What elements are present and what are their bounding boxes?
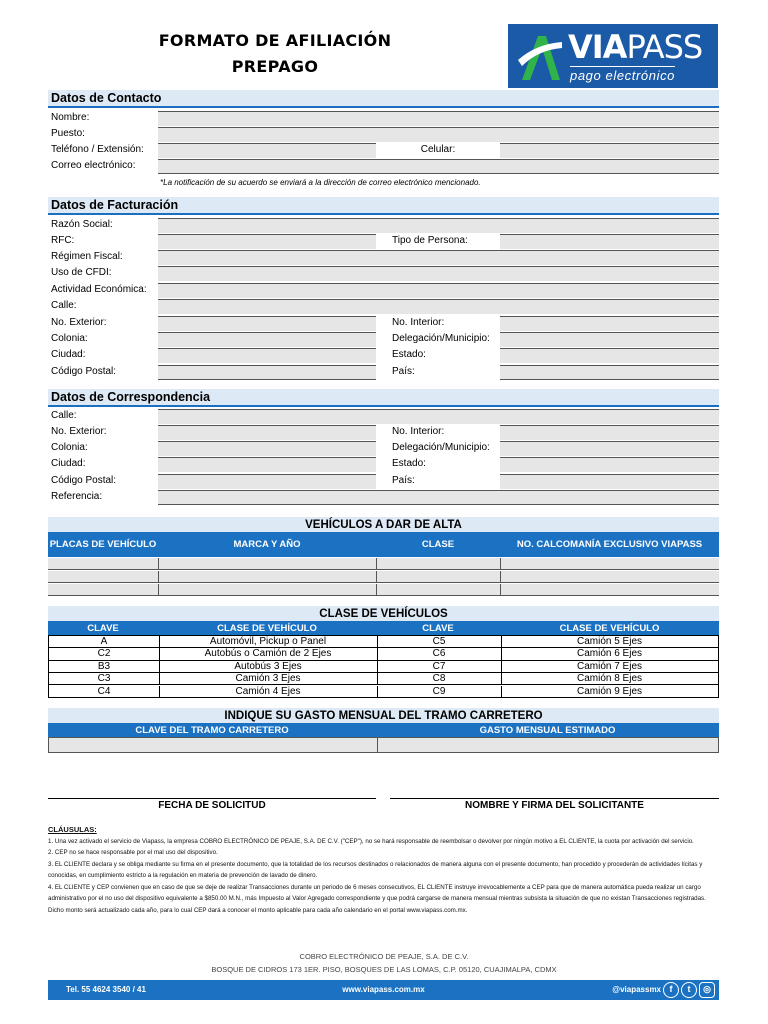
table-row <box>49 648 718 660</box>
clave-cell: C6 <box>432 648 446 660</box>
clase-cell: Autobús o Camión de 2 Ejes <box>204 648 332 660</box>
table-row <box>49 673 718 685</box>
clase-cell: Camión 9 Ejes <box>576 685 643 697</box>
clause-4: 4. EL CLIENTE y CEP convienen que en caso de que se deje de realizar Transacciones durante un periodo de 6 meses consecutivos, EL CLIENTE instruye irrevocablemente a CEP para que de manera automática pueda realizar un cargo administrativo por el no uso del dispositivo equivalente a $850.00 M.N., más Impuesto al Valor Agregado correspondiente y que podrá cargarse de manera mensual mientras subsista la situación de que no existan Transacciones registradas. Dicho monto será actualizado cada año, para lo cual CEP dará a conocer el monto aplicable para cada año calendario en el portal www.viapass.com.mx. <box>48 883 706 914</box>
field-cfdi[interactable] <box>158 266 719 281</box>
clause-2: 2. CEP no se hace responsable por el mal uso del dispositivo. <box>48 849 218 856</box>
social-icons <box>663 982 715 998</box>
row-exterior-fact <box>48 315 719 331</box>
clave-cell: B3 <box>97 660 111 672</box>
label-tipo-persona: Tipo de Persona: <box>392 235 468 246</box>
field-rfc[interactable] <box>158 234 376 249</box>
label-correo: Correo electrónico: <box>51 160 136 171</box>
section-correspondencia-heading: Datos de Correspondencia <box>48 389 719 407</box>
gasto-input-row[interactable] <box>48 737 719 753</box>
label-delegacion: Delegación/Municipio: <box>392 442 490 453</box>
clave-cell: C7 <box>432 660 446 672</box>
gasto-header <box>48 724 719 737</box>
field-actividad[interactable] <box>158 283 719 298</box>
label-celular: Celular: <box>420 144 456 155</box>
form-title <box>120 28 430 80</box>
field-ciudad-corr[interactable] <box>158 457 376 472</box>
company-name: COBRO ELECTRÓNICO DE PEAJE, S.A. DE C.V. <box>299 952 469 961</box>
label-ciudad: Ciudad: <box>51 458 86 469</box>
label-no-interior: No. Interior: <box>392 317 445 328</box>
clave-cell: C5 <box>432 636 446 647</box>
field-puesto[interactable] <box>158 127 719 142</box>
field-nombre[interactable] <box>158 111 719 126</box>
field-delegacion-fact[interactable] <box>500 332 719 347</box>
field-cp-corr[interactable] <box>158 474 376 489</box>
field-calle-corr[interactable] <box>158 409 719 424</box>
clase-cell: Camión 8 Ejes <box>576 673 643 685</box>
signature-line-fecha <box>48 798 376 799</box>
label-no-exterior: No. Exterior: <box>51 317 107 328</box>
row-cfdi <box>48 265 719 281</box>
fecha-solicitud-label: FECHA DE SOLICITUD <box>158 800 266 811</box>
title-line-1: FORMATO DE AFILIACIÓN <box>158 31 392 50</box>
row-actividad <box>48 282 719 298</box>
col-calcomania: NO. CALCOMANÍA EXCLUSIVO VIAPASS <box>516 539 703 550</box>
row-calle-corr <box>48 408 719 424</box>
signature-line-nombre <box>390 798 719 799</box>
company-address: BOSQUE DE CIDROS 173 1ER. PISO, BOSQUES DE LAS LOMAS, C.P. 05120, CUAJIMALPA, CDMX <box>211 965 557 974</box>
field-calle-fact[interactable] <box>158 299 719 314</box>
viapass-logo <box>508 24 718 88</box>
table-row <box>49 686 718 698</box>
field-correo[interactable] <box>158 159 719 174</box>
label-estado: Estado: <box>392 458 426 469</box>
label-calle: Calle: <box>51 410 77 421</box>
field-regimen[interactable] <box>158 250 719 265</box>
field-colonia-corr[interactable] <box>158 441 376 456</box>
label-ciudad: Ciudad: <box>51 349 86 360</box>
table-row <box>49 636 718 648</box>
label-pais: País: <box>392 366 415 377</box>
label-telefono: Teléfono / Extensión: <box>51 144 144 155</box>
clases-title: CLASE DE VEHÍCULOS <box>48 606 719 622</box>
footer-social-handle: @viapassmx <box>612 985 661 994</box>
field-tipo-persona[interactable] <box>500 234 719 249</box>
label-cfdi: Uso de CFDI: <box>51 267 112 278</box>
row-cp-corr <box>48 473 719 489</box>
row-referencia <box>48 489 719 505</box>
clause-3: 3. EL CLIENTE declara y se obliga mediante su firma en el presente documento, que la totalidad de los recursos destinados o relacionados de manera alguna con el presente documento, han procedido y procederán de actividades lícitas y conocidas, en cumplimiento estricto a la regulación en materia de prevención de lavado de dinero. <box>48 860 703 879</box>
label-codigo-postal: Código Postal: <box>51 366 117 377</box>
title-line-2: PREPAGO <box>231 57 319 76</box>
field-celular[interactable] <box>500 143 719 158</box>
field-cp-fact[interactable] <box>158 365 376 380</box>
clase-cell: Camión 5 Ejes <box>576 636 643 647</box>
viapass-logo-mark-icon <box>516 30 566 82</box>
clase-cell: Camión 6 Ejes <box>576 648 643 660</box>
label-rfc: RFC: <box>51 235 75 246</box>
nombre-firma-label: NOMBRE Y FIRMA DEL SOLICITANTE <box>465 800 644 811</box>
col-gasto-mensual: GASTO MENSUAL ESTIMADO <box>479 724 616 736</box>
label-referencia: Referencia: <box>51 491 103 502</box>
label-codigo-postal: Código Postal: <box>51 475 117 486</box>
clave-cell: C8 <box>432 673 446 685</box>
vehiculo-row[interactable] <box>48 558 719 570</box>
vehiculo-row[interactable] <box>48 571 719 583</box>
clase-cell: Camión 3 Ejes <box>235 673 301 685</box>
footer-phone: Tel. 55 4624 3540 / 41 <box>66 985 146 994</box>
row-regimen <box>48 249 719 265</box>
vehiculos-header <box>48 533 719 557</box>
row-exterior-corr <box>48 424 719 440</box>
col-clase: CLASE <box>421 539 455 550</box>
clave-cell: C3 <box>97 673 111 685</box>
section-contacto-heading: Datos de Contacto <box>48 90 719 108</box>
row-colonia-corr <box>48 440 719 456</box>
clauses-heading: CLÁUSULAS: <box>48 825 97 834</box>
row-correo <box>48 158 719 174</box>
clause-1: 1. Una vez activado el servicio de Viapass, la empresa COBRO ELECTRÓNICO DE PEAJE, S.A. DE C.V. ("CEP"), no se hará responsable de reembolsar o devolver por ningún motivo a EL CLIENTE, la cuota por activación del servicio. <box>48 837 694 845</box>
instagram-icon[interactable]: ◎ <box>699 982 715 998</box>
table-row <box>49 661 718 673</box>
label-colonia: Colonia: <box>51 333 88 344</box>
footer-bar <box>48 980 719 1000</box>
row-nombre <box>48 110 719 126</box>
section-facturacion-heading: Datos de Facturación <box>48 197 719 215</box>
clave-cell: C4 <box>97 685 111 697</box>
field-ciudad-fact[interactable] <box>158 348 376 363</box>
vehiculo-row[interactable] <box>48 584 719 596</box>
clave-cell: A <box>100 636 108 647</box>
field-no-interior-fact[interactable] <box>500 316 719 331</box>
field-estado-corr[interactable] <box>500 457 719 472</box>
col-clave-tramo: CLAVE DEL TRAMO CARRETERO <box>135 724 289 736</box>
col-clave-2: CLAVE <box>422 622 454 634</box>
vehiculos-title: VEHÍCULOS A DAR DE ALTA <box>48 517 719 533</box>
label-regimen: Régimen Fiscal: <box>51 251 123 262</box>
label-delegacion: Delegación/Municipio: <box>392 333 490 344</box>
row-cp-fact <box>48 364 719 380</box>
clases-header <box>48 622 719 635</box>
label-puesto: Puesto: <box>51 128 85 139</box>
clave-cell: C9 <box>432 685 446 697</box>
clase-cell: Camión 7 Ejes <box>576 660 643 672</box>
label-calle: Calle: <box>51 300 77 311</box>
clase-cell: Camión 4 Ejes <box>235 685 301 697</box>
row-calle-fact <box>48 298 719 314</box>
label-pais: País: <box>392 475 415 486</box>
label-razon-social: Razón Social: <box>51 219 113 230</box>
gasto-title: INDIQUE SU GASTO MENSUAL DEL TRAMO CARRETERO <box>48 708 719 724</box>
row-colonia-fact <box>48 331 719 347</box>
clauses-block <box>48 824 720 916</box>
clase-cell: Autobús 3 Ejes <box>234 660 302 672</box>
logo-wordmark: VIAPASS <box>568 28 703 66</box>
facebook-icon[interactable]: f <box>663 982 679 998</box>
label-colonia: Colonia: <box>51 442 88 453</box>
col-marca: MARCA Y AÑO <box>233 539 301 550</box>
field-referencia[interactable] <box>158 490 719 505</box>
field-pais-fact[interactable] <box>500 365 719 380</box>
row-rfc <box>48 233 719 249</box>
col-clave-1: CLAVE <box>87 622 119 634</box>
field-pais-corr[interactable] <box>500 474 719 489</box>
footer-website-link[interactable]: www.viapass.com.mx <box>342 985 425 994</box>
field-delegacion-corr[interactable] <box>500 441 719 456</box>
label-no-interior: No. Interior: <box>392 426 445 437</box>
email-note: *La notificación de su acuerdo se enviará a la dirección de correo electrónico mencionado. <box>160 178 481 187</box>
col-clase-1: CLASE DE VEHÍCULO <box>217 622 317 634</box>
clave-cell: C2 <box>97 648 111 660</box>
clases-table <box>48 635 719 698</box>
label-nombre: Nombre: <box>51 112 90 123</box>
col-placas: PLACAS DE VEHÍCULO <box>49 539 157 550</box>
field-razon-social[interactable] <box>158 218 719 233</box>
field-estado-fact[interactable] <box>500 348 719 363</box>
field-telefono[interactable] <box>158 143 376 158</box>
row-puesto <box>48 126 719 142</box>
field-no-exterior-corr[interactable] <box>158 425 376 440</box>
twitter-icon[interactable]: t <box>681 982 697 998</box>
label-no-exterior: No. Exterior: <box>51 426 107 437</box>
row-telefono <box>48 142 719 158</box>
row-ciudad-fact <box>48 347 719 363</box>
clase-cell: Automóvil, Pickup o Panel <box>209 636 327 647</box>
row-razon <box>48 217 719 233</box>
row-ciudad-corr <box>48 456 719 472</box>
field-no-interior-corr[interactable] <box>500 425 719 440</box>
field-no-exterior-fact[interactable] <box>158 316 376 331</box>
field-colonia-fact[interactable] <box>158 332 376 347</box>
label-actividad: Actividad Económica: <box>51 284 147 295</box>
label-estado: Estado: <box>392 349 426 360</box>
logo-tagline: pago electrónico <box>570 68 675 83</box>
col-clase-2: CLASE DE VEHÍCULO <box>559 622 660 634</box>
